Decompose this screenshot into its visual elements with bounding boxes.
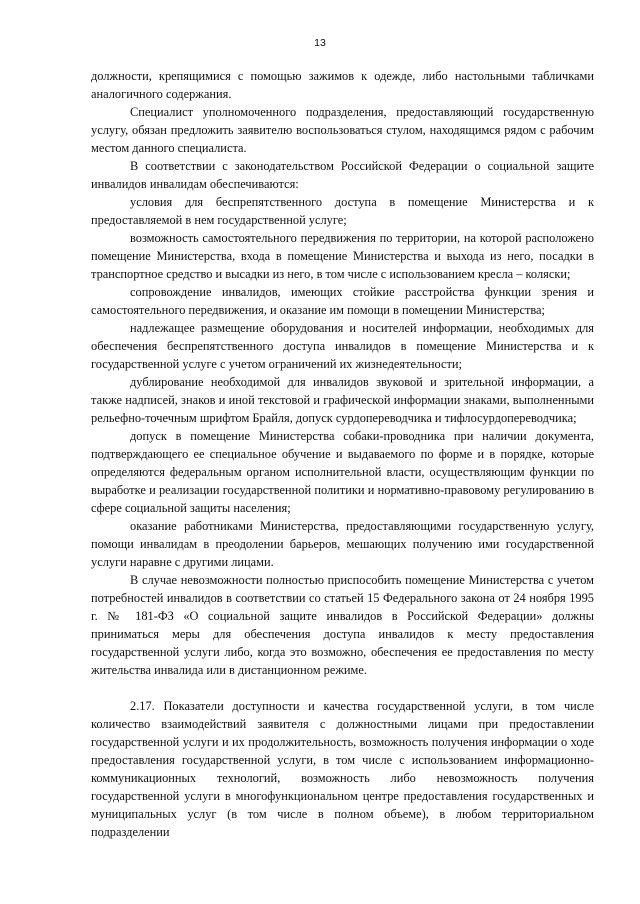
paragraph-5: возможность самостоятельного передвижения по территории, на которой расположено помещение Министерства, входа в помещение Министерства и выхода из него, посадки в транспортное средство и высадки из него, в том числе с использованием кресла – коляски; [91, 231, 594, 281]
paragraph-7: надлежащее размещение оборудования и носителей информации, необходимых для обеспечения беспрепятственного доступа инвалидов в помещение Министерства и к государственной услуге с учетом ограничений их жизнедеятельности; [91, 321, 594, 371]
paragraph-gap [91, 679, 594, 697]
paragraph-3: В соответствии с законодательством Российской Федерации о социальной защите инвалидов инвалидам обеспечиваются: [91, 159, 594, 191]
paragraph-1: должности, крепящимися с помощью зажимов к одежде, либо настольными табличками аналогичного содержания. [91, 69, 594, 101]
paragraph-11: В случае невозможности полностью приспособить помещение Министерства с учетом потребностей инвалидов в соответствии со статьей 15 Федерального закона от 24 ноября 1995 г. № 181-ФЗ «О социальной защите инвалидов в Российской Федерации» должны приниматься меры для обеспечения доступа инвалидов к месту предоставления государственной услуги либо, когда это возможно, обеспечения ее предоставления по месту жительства инвалида или в дистанционном режиме. [91, 573, 594, 677]
paragraph-4: условия для беспрепятственного доступа в помещение Министерства и к предоставляемой в нем государственной услуге; [91, 195, 594, 227]
paragraph-6: сопровождение инвалидов, имеющих стойкие расстройства функции зрения и самостоятельного передвижения, и оказание им помощи в помещении Министерства; [91, 285, 594, 317]
page-number: 13 [314, 37, 326, 49]
paragraph-9: допуск в помещение Министерства собаки-проводника при наличии документа, подтверждающего ее специальное обучение и выдаваемого по форме и в порядке, которые определяются федеральным органом исполнительной власти, осуществляющим функции по выработке и реализации государственной политики и нормативно-правовому регулированию в сфере социальной защиты населения; [91, 429, 594, 515]
paragraph-8: дублирование необходимой для инвалидов звуковой и зрительной информации, а также надписей, знаков и иной текстовой и графической информации знаками, выполненными рельефно-точечным шрифтом Брайля, допуск сурдопереводчика и тифлосурдопереводчика; [91, 375, 594, 425]
document-body [91, 67, 594, 841]
paragraph-10: оказание работниками Министерства, предоставляющими государственную услугу, помощи инвалидам в преодолении барьеров, мешающих получению ими государственной услуги наравне с другими лицами. [91, 519, 594, 569]
paragraph-12: 2.17. Показатели доступности и качества государственной услуги, в том числе количество взаимодействий заявителя с должностными лицами при предоставлении государственной услуги и их продолжительность, возможность получения информации о ходе предоставления государственной услуги, в том числе с использованием информационно-коммуникационных технологий, возможность либо невозможность получения государственной услуги в многофункциональном центре предоставления государственных и муниципальных услуг (в том числе в полном объеме), в любом территориальном подразделении [91, 699, 594, 839]
paragraph-2: Специалист уполномоченного подразделения, предоставляющий государственную услугу, обязан предложить заявителю воспользоваться стулом, находящимся рядом с рабочим местом данного специалиста. [91, 105, 594, 155]
